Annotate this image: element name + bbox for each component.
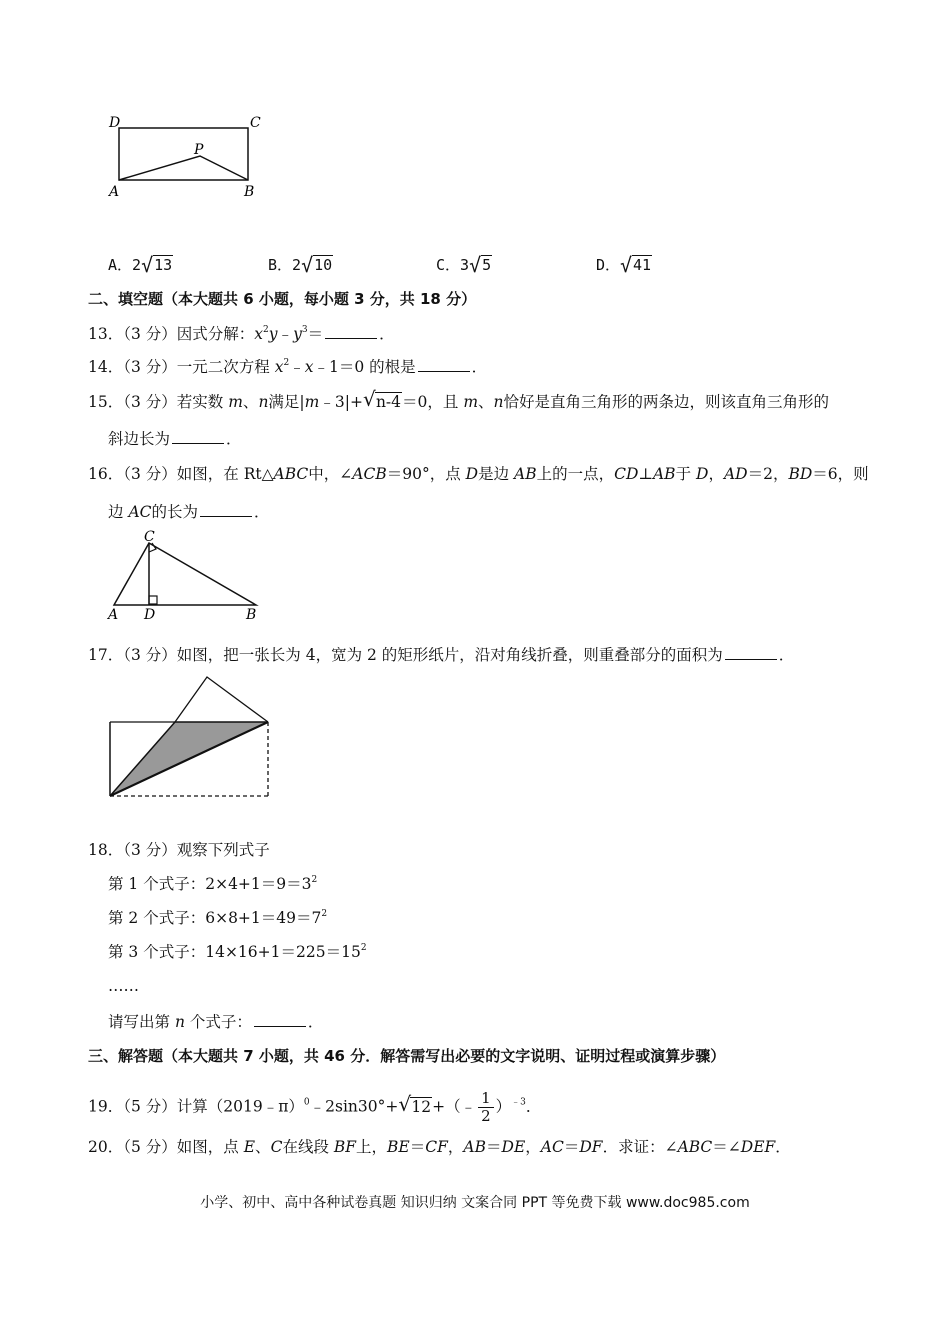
answer-blank[interactable] bbox=[725, 645, 777, 660]
label-A: A bbox=[109, 184, 120, 200]
q18-ask: 请写出第 n 个式子： ． bbox=[108, 1013, 324, 1031]
question-17: 17．（3 分）如图，把一张长为 4，宽为 2 的矩形纸片，沿对角线折叠，则重叠部分的面积为 ． bbox=[88, 646, 795, 664]
q18-line-2: 第 2 个式子：$6\times 8+1=49=7^2$ bbox=[108, 909, 328, 927]
label-C: C bbox=[144, 529, 155, 545]
q17-figure bbox=[100, 672, 280, 807]
q18-line-3: 第 3 个式子：$14\times 16+1=225=15^2$ bbox=[108, 943, 367, 961]
answer-blank[interactable] bbox=[172, 429, 224, 444]
q18-ellipsis: …… bbox=[108, 977, 139, 995]
section-3-title: 三、解答题（本大题共 7 小题，共 46 分．解答需写出必要的文字说明、证明过程或演算步骤） bbox=[88, 1047, 726, 1065]
question-18: 18．（3 分）观察下列式子 bbox=[88, 841, 270, 859]
label-A: A bbox=[108, 607, 119, 623]
answer-blank[interactable] bbox=[200, 502, 252, 517]
q12-option-b: B．2 √ 10 bbox=[268, 253, 333, 277]
q12-figure bbox=[100, 108, 270, 228]
label-B: B bbox=[246, 607, 257, 623]
answer-blank[interactable] bbox=[325, 324, 377, 339]
section-2-title: 二、填空题（本大题共 6 小题，每小题 3 分，共 18 分） bbox=[88, 290, 477, 308]
question-15: 15．（3 分）若实数 m、n满足|m﹣3|+ √ n-4＝0，且 m、n恰好是直角三角形的两条边，则该直角三角形的 bbox=[88, 387, 830, 411]
question-13: 13．（3 分）因式分解：$x^2y﹣y^3=$ ． bbox=[88, 325, 395, 343]
label-D: D bbox=[144, 607, 156, 623]
question-14: 14．（3 分）一元二次方程 $x^2﹣x﹣1=0$ 的根是 ． bbox=[88, 358, 488, 376]
question-16: 16．（3 分）如图，在 Rt△ABC中，∠ACB＝90°，点 D是边 AB上的一点，CD⊥AB于 D，AD＝2，BD＝6，则 bbox=[88, 465, 869, 483]
label-C: C bbox=[250, 115, 261, 131]
page-footer: 小学、初中、高中各种试卷真题 知识归纳 文案合同 PPT 等免费下载 www.doc985.com bbox=[200, 1195, 750, 1211]
answer-blank[interactable] bbox=[254, 1012, 306, 1027]
question-20: 20．（5 分）如图，点 E、C在线段 BF上，BE＝CF，AB＝DE，AC＝DF．求证：∠ABC＝∠DEF． bbox=[88, 1138, 791, 1156]
question-15-line2: 斜边长为 ． bbox=[108, 430, 242, 448]
label-B: B bbox=[244, 184, 255, 200]
q18-line-1: 第 1 个式子：$2\times 4+1=9=3^2$ bbox=[108, 875, 318, 893]
q12-option-a: A．2 √ 13 bbox=[108, 253, 173, 277]
label-P: P bbox=[194, 142, 204, 158]
answer-blank[interactable] bbox=[418, 357, 470, 372]
label-D: D bbox=[109, 115, 121, 131]
q12-option-d: D． √ 41 bbox=[596, 253, 652, 277]
question-16-line2: 边 AC的长为 ． bbox=[108, 503, 270, 521]
q12-option-c: C．3 √ 5 bbox=[436, 253, 492, 277]
question-19: 19．（5 分）计算（2019﹣π）$^0$﹣2sin30°+ √ 12+（﹣ $\frac{1}{2}$ ）$^{﹣3}$． bbox=[88, 1089, 542, 1125]
q16-figure bbox=[100, 525, 270, 625]
